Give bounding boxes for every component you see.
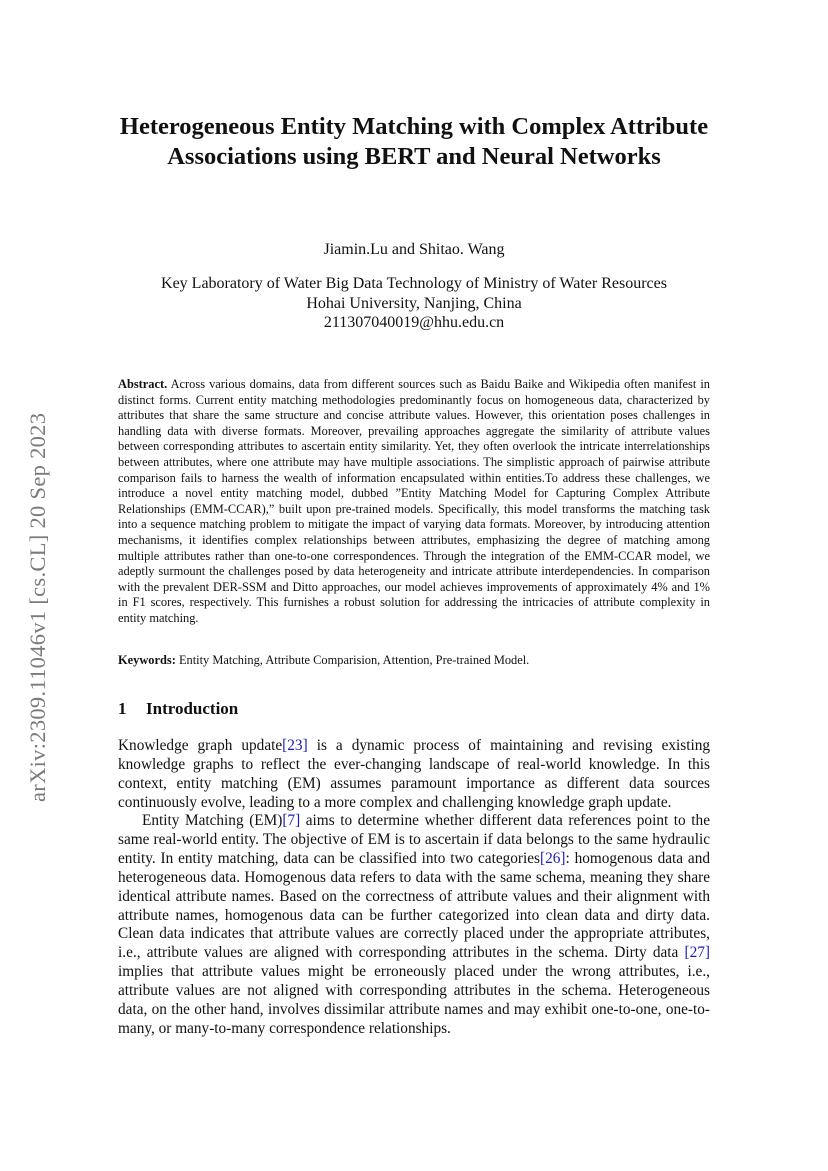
- abstract-text: Across various domains, data from different sources such as Baidu Baike and Wikipedia often manifest in distinct forms. Current entity matching methodologies predominantly focus on homogeneous data, characterized by attributes that share the same structure and concise attribute values. However, this orientation poses challenges in handling data with diverse formats. Moreover, prevailing approaches aggregate the similarity of attribute values between corresponding attributes to ascertain entity similarity. Yet, they often overlook the intricate interrelationships between attributes, where one attribute may have multiple associations. The simplistic approach of pairwise attribute comparison fails to harness the wealth of information encapsulated within entities.To address these challenges, we introduce a novel entity matching model, dubbed ”Entity Matching Model for Capturing Complex Attribute Relationships (EMM-CCAR),” built upon pre-trained models. Specifically, this model transforms the matching task into a sequence matching problem to mitigate the impact of varying data formats. Moreover, by introducing attention mechanisms, it identifies complex relationships between attributes, emphasizing the degree of matching among multiple attributes rather than one-to-one correspondences. Through the integration of the EMM-CCAR model, we adeptly surmount the challenges posed by data heterogeneity and intricate attribute interdependencies. In comparison with the prevalent DER-SSM and Ditto approaches, our model achieves improvements of approximately 4% and 1% in F1 scores, respectively. This furnishes a robust solution for addressing the intricacies of attribute complexity in entity matching.: [118, 377, 710, 625]
- citation-link[interactable]: [23]: [282, 737, 308, 754]
- p2-text-b: aims to determine whether different data references point to the same real-world entity. The objective of EM is to ascertain if data belongs to the same hydraulic entity. In entity matching, data can be classified into two categories: [118, 812, 710, 867]
- affiliation-university: Hohai University, Nanjing, China: [306, 294, 522, 312]
- citation-link[interactable]: [27]: [684, 944, 710, 962]
- paper-title: Heterogeneous Entity Matching with Complex Attribute Associations using BERT and Neural Networks: [119, 113, 709, 170]
- keywords-label: Keywords:: [118, 653, 176, 667]
- affiliation-email: 211307040019@hhu.edu.cn: [323, 314, 505, 331]
- author-affiliation: [110, 274, 718, 333]
- abstract: [118, 377, 710, 627]
- p2-text-a: Entity Matching (EM): [142, 812, 283, 829]
- paragraph-2: [118, 812, 710, 1039]
- affiliation-lab: Key Laboratory of Water Big Data Technology of Ministry of Water Resources: [161, 275, 667, 292]
- abstract-label: Abstract.: [118, 377, 168, 391]
- keywords: [118, 653, 710, 669]
- section-title: Introduction: [146, 699, 239, 718]
- p1-text-b: is a dynamic process of maintaining and revising existing knowledge graphs to reflect the ever-changing landscape of real-world knowledge. In this context, entity matching (EM) assumes paramount importance as different data sources continuously evolve, leading to a more complex and challenging knowledge graph update.: [118, 737, 711, 811]
- section-heading: [118, 699, 238, 719]
- section-number: 1: [118, 699, 127, 718]
- citation-link[interactable]: [7]: [282, 812, 301, 829]
- paper-authors: Jiamin.Lu and Shitao. Wang: [323, 241, 505, 258]
- citation-link[interactable]: [26]: [540, 849, 566, 867]
- keywords-text: Entity Matching, Attribute Comparision, Attention, Pre-trained Model.: [178, 653, 530, 667]
- p2-text-c: : homogenous data and heterogeneous data. Homogenous data refers to data with the same schema, meaning they share identical attribute names. Based on the correctness of attribute values and their alignment with attribute names, homogenous data can be further categorized into clean data and dirty data. Clean data indicates that attribute values are correctly placed under the appropriate attributes, i.e., attribute values are aligned with corresponding attributes in the schema. Dirty data: [118, 849, 710, 962]
- arxiv-identifier: arXiv:2309.11046v1 [cs.CL] 20 Sep 2023: [25, 412, 50, 803]
- p2-text-d: implies that attribute values might be erroneously placed under the wrong attributes, i.e., attribute values are not aligned with corresponding attributes in the schema. Heterogeneous data, on the other hand, involves dissimilar attribute names and may exhibit one-to-one, one-to-many, or many-to-many correspondence relationships.: [118, 963, 710, 1037]
- p1-text-a: Knowledge graph update: [118, 737, 283, 754]
- paragraph-1: [118, 737, 710, 813]
